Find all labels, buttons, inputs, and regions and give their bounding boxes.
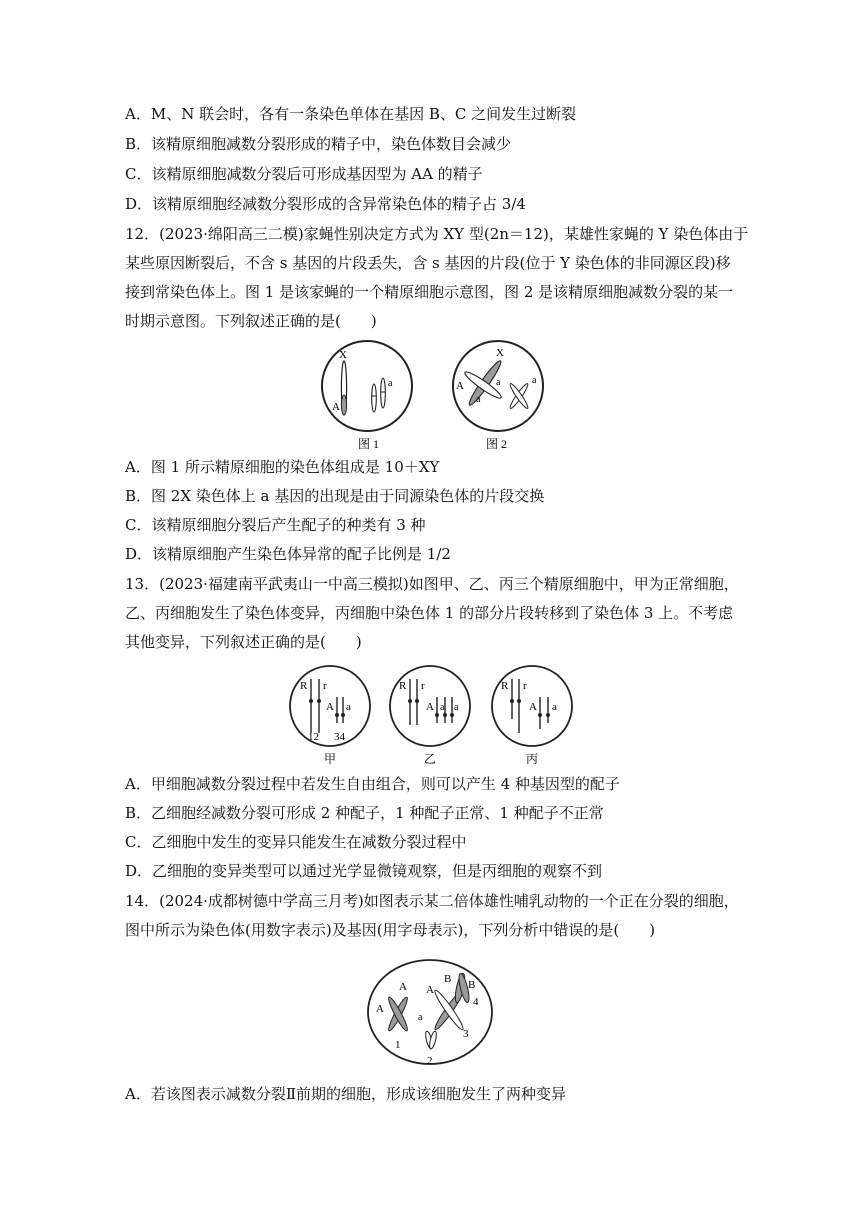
yi-label-a-mid: a: [440, 702, 445, 713]
fig1-small-chromosome-left: [372, 384, 377, 412]
q13-option-a: A．甲细胞减数分裂过程中若发生自由组合，则可以产生 4 种基因型的配子: [125, 775, 620, 793]
bing-label-a-lower: a: [552, 701, 557, 713]
q13-figure: [283, 663, 583, 769]
q11-option-b: B．该精原细胞减数分裂形成的精子中，染色体数目会减少: [125, 135, 512, 153]
yi-label-a-upper: A: [426, 701, 434, 713]
fig1-cell: [322, 341, 412, 431]
label-a-upper-left-2: A: [376, 1003, 384, 1015]
q12-option-b: B．图 2X 染色体上 a 基因的出现是由于同源染色体的片段交换: [125, 487, 545, 505]
q14-stem-line-1: 14．(2024·成都树德中学高三月考)如图表示某二倍体雄性哺乳动物的一个正在分裂的细胞，: [125, 892, 739, 910]
fig2-caption: 图 2: [486, 437, 508, 451]
q13-option-c: C．乙细胞中发生的变异只能发生在减数分裂过程中: [125, 833, 467, 851]
fig2-label-a-lower: a: [476, 394, 481, 405]
label-chromosome-1: 1: [395, 1039, 401, 1051]
q11-option-d: D．该精原细胞经减数分裂形成的含异常染色体的精子占 3/4: [125, 195, 526, 213]
yi-label-r-lower: r: [421, 680, 425, 692]
label-b-right: B: [468, 979, 476, 991]
fig1-caption: 图 1: [358, 437, 380, 451]
caption-yi: 乙: [424, 752, 437, 766]
q12-figure: [310, 338, 560, 454]
q11-option-c: C．该精原细胞减数分裂后可形成基因型为 AA 的精子: [125, 165, 483, 183]
q12-stem-line-1: 12．(2023·绵阳高三二模)家蝇性别决定方式为 XY 型(2n＝12)，某雄性家蝇的 Y 染色体由于: [125, 225, 749, 243]
fig1-label-x: X: [339, 349, 347, 361]
caption-bing: 丙: [526, 752, 539, 766]
jia-label-a-lower: a: [346, 701, 351, 713]
fig1-small-chromosome-right: [381, 378, 386, 408]
q13-option-b: B．乙细胞经减数分裂可形成 2 种配子，1 种配子正常、1 种配子不正常: [125, 804, 604, 822]
jia-numbers-12: 12: [308, 731, 319, 743]
q12-stem-line-3: 接到常染色体上。图 1 是该家蝇的一个精原细胞示意图，图 2 是该精原细胞减数分裂的某一: [125, 283, 734, 301]
label-chromosome-4: 4: [473, 996, 479, 1008]
q11-option-a: A．M、N 联会时，各有一条染色单体在基因 B、C 之间发生过断裂: [125, 105, 577, 123]
fig2-label-a-mid: a: [496, 377, 501, 388]
fig1-label-a-lower: a: [388, 378, 393, 389]
caption-jia: 甲: [324, 752, 337, 766]
fig2-label-x: X: [496, 347, 504, 359]
q14-figure: [365, 958, 495, 1070]
q12-option-a: A．图 1 所示精原细胞的染色体组成是 10＋XY: [125, 458, 440, 476]
q13-stem-line-3: 其他变异，下列叙述正确的是( ): [125, 633, 362, 651]
q13-stem-line-2: 乙、丙细胞发生了染色体变异，丙细胞中染色体 1 的部分片段转移到了染色体 3 上。不考虑: [125, 604, 734, 622]
q12-option-c: C．该精原细胞分裂后产生配子的种类有 3 种: [125, 516, 426, 534]
q12-option-d: D．该精原细胞产生染色体异常的配子比例是 1/2: [125, 545, 451, 563]
label-chromosome-2: 2: [427, 1055, 433, 1067]
bing-label-r-lower: r: [523, 680, 527, 692]
q12-stem-line-2: 某些原因断裂后，不含 s 基因的片段丢失，含 s 基因的片段(位于 Y 染色体的非同源区段)移: [125, 254, 731, 272]
q14-option-a: A．若该图表示减数分裂Ⅱ前期的细胞，形成该细胞发生了两种变异: [125, 1085, 567, 1103]
label-a-lower-center: a: [418, 1012, 423, 1023]
q12-stem-line-4: 时期示意图。下列叙述正确的是( ): [125, 312, 377, 330]
bing-label-a-upper: A: [529, 701, 537, 713]
label-b-left: B: [444, 973, 452, 985]
q13-stem-line-1: 13．(2023·福建南平武夷山一中高三模拟)如图甲、乙、丙三个精原细胞中，甲为正常细胞，: [125, 575, 739, 593]
fig1-label-a-upper: A: [332, 401, 340, 413]
q14-stem-line-2: 图中所示为染色体(用数字表示)及基因(用字母表示)，下列分析中错误的是( ): [125, 921, 656, 939]
bing-label-r-upper: R: [501, 680, 509, 692]
jia-label-a-upper: A: [326, 701, 334, 713]
label-a-upper-left-1: A: [399, 981, 407, 993]
yi-label-r-upper: R: [399, 680, 407, 692]
label-a-upper-center: A: [426, 984, 434, 996]
yi-label-a-lower: a: [454, 702, 459, 713]
fig2-label-a-right: a: [532, 375, 537, 386]
q13-option-d: D．乙细胞的变异类型可以通过光学显微镜观察，但是丙细胞的观察不到: [125, 862, 603, 880]
label-chromosome-3: 3: [463, 1028, 469, 1040]
jia-label-r-upper: R: [300, 680, 308, 692]
jia-label-r-lower: r: [323, 680, 327, 692]
fig2-label-a-upper: A: [456, 380, 464, 392]
jia-numbers-34: 34: [334, 731, 345, 743]
